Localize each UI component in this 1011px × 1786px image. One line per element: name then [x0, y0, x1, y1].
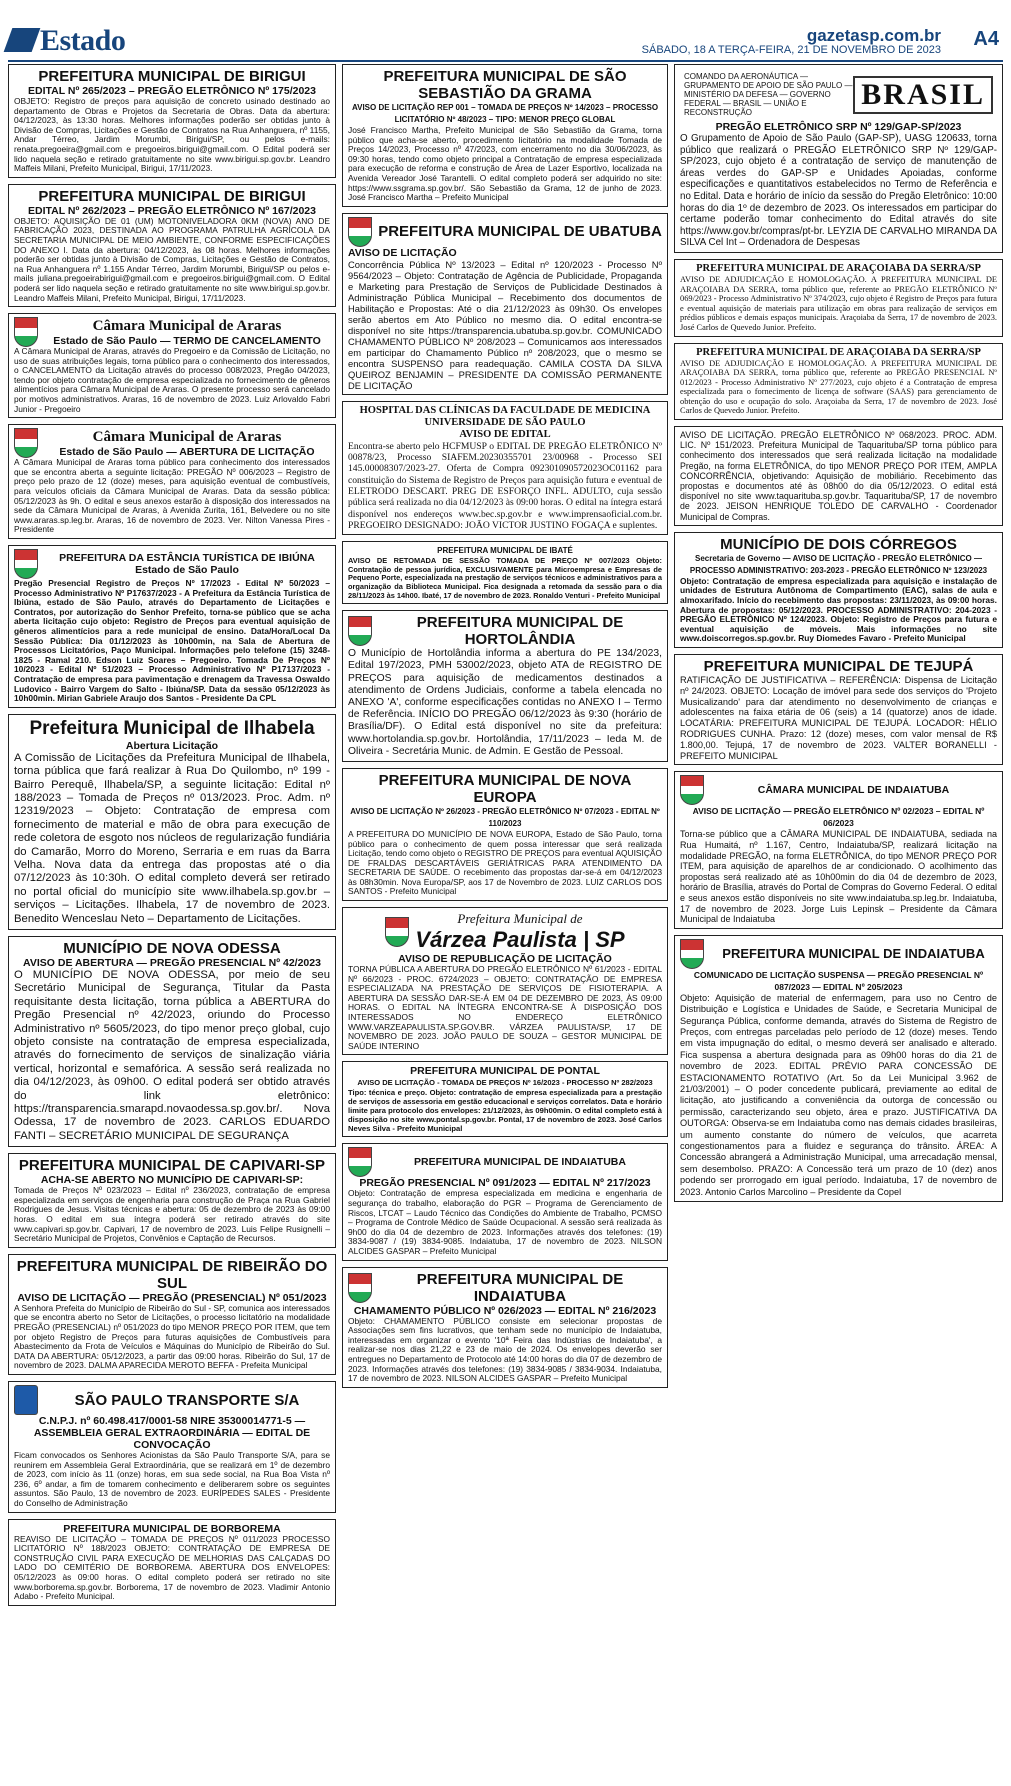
notice-araras-2: [8, 424, 336, 539]
notice-body: AVISO DE LICITAÇÃO. PREGÃO ELETRÔNICO Nº 068/2023. PROC. ADM. LIC. Nº 151/2023. Prefeitura Municipal de Taquarituba/SP torna público para conhecimento dos interessados que será realizada licitação na modalidade Pregão, na forma ELETRÔNICA, do tipo MENOR PREÇO POR ITEM, AMPLA CONCORRÊNCIA, objetivando: Aquisição de mobiliário. Recebimento das propostas e documentos até às 08h00 do dia 05/12/2023. O edital está disponível no site www.taquarituba.sp.gov.br. Taquarituba/SP, 17 de novembro de 2023. JEISON HENRIQUE TOLEDO DE CARVALHO - Coordenador Municipal de Compras.: [680, 430, 997, 522]
notice-subtitle: AVISO DE LICITAÇÃO — PREGÃO (PRESENCIAL) Nº 051/2023: [17, 1291, 327, 1304]
notice-body: OBJETO: Registro de preços para aquisição de concreto usinado destinado ao departamento de Obras e Projetos da Secretaria de Obras. Data da abertura: 04/12/2023, às 13:30 horas. Melhores informações poderão ser obtidas junto à Divisão de Compras, Licitações e Gestão de Contratos na Rua Anhanguera, nº 1155, Andar Térreo, Jardim Morumbi, Birigui/SP, ou pelos e-mails: renata.pregoeira@gmail.com e pregoeiros.birigui@gmail.com. O Edital poderá ser lido naquela seção e retirado gratuitamente no site www.birigui.sp.gov.br. Leandro Maffeis Milani, Prefeito Municipal, Birigui, 17/11/2023.: [14, 96, 330, 174]
notice-title: PREFEITURA DA ESTÂNCIA TURÍSTICA DE IBIÚNA: [59, 552, 315, 564]
notice-body: AVISO DE ADJUDICAÇÃO E HOMOLOGAÇÃO. A PREFEITURA MUNICIPAL DE ARAÇOIABA DA SERRA, torna público que, referente ao PREGÃO PRESENCIAL Nº 012/2023 - Processo Administrativo Nº 277/2023, cujo objeto é a Contratação de empresa especializada para o fornecimento de licença de software (SAAS) para gerenciamento de obtenção do uso e ocupação do solo. Araçoiaba da Serra, 17 de novembro de 2023. José Carlos de Quevedo Junior. Prefeito.: [680, 358, 997, 416]
notice-camara-indaiatuba: [674, 771, 1003, 928]
notice-body: Ficam convocados os Senhores Acionistas da São Paulo Transporte S/A, para se reunirem em Assembleia Geral Extraordinária, que se realizará em 1º de dezembro de 2023, com início às 11 (onze) horas, em sua sede social, na Rua Boa Vista nº 236, 6º andar, a fim de tomarem conhecimento e deliberarem sobre os seguintes assuntos. São Paulo, 13 de novembro de 2023. EURÍPEDES SALES - Presidente do Conselho de Administração: [14, 1450, 330, 1508]
notice-title: PREFEITURA MUNICIPAL DE ARAÇOIABA DA SERRA/SP: [696, 346, 981, 358]
notice-body: OBJETO: AQUISIÇÃO DE 01 (UM) MOTONIVELADORA 0KM (NOVA) ANO DE FABRICAÇÃO 2023, DESTINADA AO PROGRAMA PATRULHA AGRÍCOLA DA SECRETARIA MUNICIPAL DE MEIO AMBIENTE, CONFORME ESPECIFICAÇÕES DO ANEXO I. Data da abertura: 04/12/2023, às 08 horas. Melhores informações poderão ser obtidas junto à Divisão de Compras, Licitações e Gestão de Contratos, na Rua Anhanguera nº 1.155 Andar Térreo, Jardim Morumbi, Birigui/SP ou pelos e-mails juliana.pregoeirabirigui@gmail.com e pregoeiros.birigui@gmail.com. O Edital poderá ser lido naquela seção e retirado gratuitamente no site www.birigui.sp.gov.br. Leandro Maffeis Milani, Prefeito Municipal, Birigui, 17/11/2023.: [14, 215, 330, 303]
notice-birigui-1: [8, 64, 336, 178]
municipal-crest-icon: [348, 616, 372, 646]
notice-ibiuna: [8, 545, 336, 708]
notice-subtitle: AVISO DE LICITAÇÃO - TOMADA DE PREÇOS Nº 16/2023 - PROCESSO Nº 282/2023: [357, 1078, 653, 1088]
notice-hospital-das-clinicas: [342, 401, 668, 535]
page-header: [0, 0, 1011, 58]
notice-subtitle: EDITAL Nº 262/2023 – PREGÃO ELETRÔNICO Nº 167/2023: [28, 204, 316, 217]
site-url: gazetasp.com.br: [806, 26, 941, 45]
notice-body: REAVISO DE LICITAÇÃO – TOMADA DE PREÇOS Nº 011/2023 PROCESSO LICITATÓRIO Nº 188/2023 OBJETO: CONTRATAÇÃO DE EMPRESA DE CONSTRUÇÃO CIVIL PARA EXECUÇÃO DE MELHORIAS DAS CALÇADAS DO LADO DO CEMITÉRIO DE BORBOREMA. ABERTURA DOS ENVELOPES: 05/12/2023 às 09:00 horas. O edital completo poderá ser retirado no site www.borborema.sp.gov.br. Borborema, 17 de novembro de 2023. Vladimir Antonio Adabo - Prefeito Municipal.: [14, 1533, 330, 1602]
notice-body: José Francisco Martha, Prefeito Municipal de São Sebastião da Grama, torna público que acha-se aberto, procedimento licitatório na modalidade Tomada de Preços 14/2023, Processo nº 47/2023, com encerramento no dia 30/06/2023, às 09:30 horas, tendo como objeto principal a Contratação de empresa especializada para execução de reforma e construção de Área de Lazer Esportivo, localizada na Avenida Vereador José Tarantelli. O edital completo poderá ser adquirido no site: https://www.ssgrama.sp.gov.br/. São Sebastião da Grama, 12 de junho de 2023. José Francisco Martha – Prefeito Municipal: [348, 125, 662, 203]
notice-title: PREFEITURA MUNICIPAL DE BORBOREMA: [63, 1522, 281, 1535]
notice-capivari: [8, 1153, 336, 1248]
notice-title: PREFEITURA MUNICIPAL DE INDAIATUBA: [414, 1156, 626, 1169]
company-logo-icon: [14, 1385, 38, 1415]
header-rule: [8, 60, 1003, 62]
notice-body: O MUNICÍPIO DE NOVA ODESSA, por meio de seu Secretário Municipal de Segurança, Titular da Pasta requisitante desta licitação, torna pública a ABERTURA do Pregão Presencial nº 42/2023, oriundo do Processo Administrativo nº 5605/2023, do tipo menor preço global, cujo objeto consiste na contratação de empresa especializada, através do fornecimento de serviços de sinalização viária vertical, horizontal e semafórica. A sessão será realizada no dia 04/12/2023, às 09h00. O edital poderá ser obtido através do link eletrônico: https://transparencia.smarapd.novaodessa.sp.gov.br/. Nova Odessa, 17 de novembro de 2023. CARLOS EDUARDO FANTI – SECRETÁRIO MUNICIPAL DE SEGURANÇA: [14, 969, 330, 1142]
notice-title: PREFEITURA MUNICIPAL DE ARAÇOIABA DA SERRA/SP: [696, 262, 981, 274]
notice-subtitle: AVISO DE REPUBLICAÇÃO DE LICITAÇÃO: [398, 953, 612, 966]
notice-ribeirao-do-sul: [8, 1254, 336, 1375]
notice-title: HOSPITAL DAS CLÍNICAS DA FACULDADE DE MEDICINA UNIVERSIDADE DE SÃO PAULO: [359, 404, 651, 428]
notice-indaiatuba-2: [342, 1267, 668, 1388]
newspaper-logo: [8, 24, 125, 58]
notice-body: A Comissão de Licitações da Prefeitura Municipal de Ilhabela, torna pública que fará realizar à Rua Do Quilombo, nº 199 - Bairro Perequê, Ilhabela/SP, a seguinte licitação: Edital nº 188/2023 – Tomada de Preços nº 013/2023. Proc. Adm. nº 12319/2023 – Objeto: Contratação de empresa com fornecimento de material e mão de obra para execução de rede coletora de esgoto nos núcleos de regularização fundiária do Camarão, Morro do Moreno, Serraria e em ruas da Barra Velha. Nova data da entrega das propostas até o dia 07/12/2023 às 10:30h. O edital completo deverá ser retirado no portal oficial do município site www.ilhabela.sp.gov.br – serviços – Licitações. Ilhabela, 17 de novembro de 2023. Benedito Wenceslau Neto – Departamento de Licitações.: [14, 751, 330, 925]
notice-body: Encontra-se aberto pelo HCFMUSP o EDITAL DE PREGÃO ELETRÔNICO Nº 00878/23, Processo SIAFEM.20230355701 23/00968 - Processo SEI 145.00008307/2023-27. Oferta de Compra 092301090572023OC01162 para constituição do Sistema de Registro de Preços para aquisição futura e eventual de ELETRODO DESCART. PREG DE ESFORÇO INFL. ADULTO, cuja sessão pública será realizada no dia 04/12/2023 às 09:00 horas. O edital na íntegra estará disponível nos endereços www.bec.sp.gov.br e www.imprensaoficial.com.br. PREGOEIRO DESIGNADO: JOÃO VICTOR JUSTINO FOGAÇA e suplentes.: [348, 440, 662, 531]
notice-body: Torna-se público que a CÂMARA MUNICIPAL DE INDAIATUBA, sediada na Rua Humaitá, nº 1.167, Centro, Indaiatuba/SP, realizará licitação na modalidade PREGÃO, na forma ELETRÔNICA, do tipo MENOR PREÇO POR ITEM, para aquisição de aparelhos de ar condicionado. O acolhimento das propostas será realizado até as 10h00min do dia 04 de dezembro de 2023, horário de Brasília, através do Portal de Compras do Governo Federal. O edital e seus anexos estão disponíveis no site www.indaiatuba.sp.leg.br. Indaiatuba, 17 de novembro de 2023. Jorge Luis Lepinsk – Presidente da Câmara Municipal de Indaiatuba: [680, 829, 997, 925]
notice-subtitle: Secretaria de Governo — AVISO DE LICITAÇÃO - PREGÃO ELETRÔNICO — PROCESSO ADMINISTRATIVO: 203-2023 - PREGÃO ELETRÔNICO Nº 123/2023: [689, 553, 988, 575]
notice-gap-sp: [674, 64, 1003, 253]
notice-body: A Senhora Prefeita do Município de Ribeirão do Sul - SP, comunica aos interessados que se encontra aberto no Setor de Licitações, o processo licitatório na modalidade PREGÃO (PRESENCIAL) nº 051/2023 do tipo MENOR PREÇO POR ITEM, que tem por objeto Registro de Preços para futuras aquisições de Combustíveis para Abastecimento da Frota de Veículos e Máquinas do Município de Ribeirão do Sul. DATA DA ABERTURA: 05/12/2023, a partir das 09:00 horas. Ribeirão do Sul, 17 de novembro de 2023. DALMA APARECIDA MEROTO BEFFA - Prefeita Municipal: [14, 1302, 330, 1371]
notice-subtitle: AVISO DE ABERTURA — PREGÃO PRESENCIAL Nº 42/2023: [23, 957, 321, 969]
notice-body: Objeto: Aquisição de material de enfermagem, para uso no Centro de Distribuição e Logística e Unidades de Saúde, e Secretaria Municipal de Segurança Pública, conforme demanda, através do Sistema de Registro de Preços, com entregas parceladas pelo período de 12 (doze) meses. Tendo em vista impugnação do edital, o mesmo deverá ser analisado e alterado. Fica suspensa a abertura designada para as 09h00 horas do dia 21 de novembro de 2023. EDITAL PRÉVIO PARA CONCESSÃO DE ESTACIONAMENTO ROTATIVO (Art. 5o da Lei Municipal 3.962 de 21/03/2001) – O poder concedente publicará, previamente ao edital de licitação, ato justificando a conveniência da outorga de concessão ou permissão, caracterizando seu objeto, área e prazo. JUSTIFICATIVA DA OUTORGA: Observa-se em Indaiatuba como nas demais cidades brasileiras, um aumento constante do número de veículos, que acarreta congestionamentos para a fluidez e segurança do trânsito. ÁREA: A Concessão abrangerá a Administração Municipal, uma arrecadação mensal, sem desembolso. PRAZO: A Concessão terá um prazo de 10 (dez) anos podendo ser prorrogado em igual período. Indaiatuba, 17 de novembro de 2023. Antonio Carlos Marcolino – Presidente da Copel: [680, 992, 997, 1197]
notice-body: AVISO DE ADJUDICAÇÃO E HOMOLOGAÇÃO. A PREFEITURA MUNICIPAL DE ARAÇOIABA DA SERRA, torna público que, referente ao PREGÃO ELETRÔNICO Nº 069/2023 - Processo Administrativo Nº 374/2023, cujo objeto é Registro de Preços para futura e eventual aquisição de materiais para utilização em obras para realização de serviços em prédios públicos e demais espaços municipais. Araçoiaba da Serra, 17 de novembro de 2023. José Carlos de Quevedo Junior. Prefeito.: [680, 274, 997, 332]
municipal-crest-icon: [680, 775, 704, 805]
notice-title: PREFEITURA MUNICIPAL DE HORTOLÂNDIA: [416, 614, 624, 649]
notice-subtitle: AVISO DE LICITAÇÃO: [348, 246, 457, 259]
notice-sao-sebastiao-da-grama: [342, 64, 668, 207]
municipal-crest-icon: [680, 939, 704, 969]
notice-subtitle: AVISO DE LICITAÇÃO Nº 26/2023 - PREGÃO ELETRÔNICO Nº 07/2023 - EDITAL Nº 110/2023: [350, 806, 660, 828]
notice-body: Tomada de Preços Nº 023/2023 – Edital nº 236/2023, contratação de empresa especializada em serviços de engenharia para construção de Praça na Rua Gabriel Rodrigues de Jesus. Visitas técnicas e abertura: 05 de dezembro de 2023 às 09:00 horas. O edital em sua íntegra poderá ser retirado através do site www.capivari.sp.gov.br. Capivari, 17 de novembro de 2023. Luis Felipe Rusignelli – Secretário Municipal de Projetos, Convênios e Captação de Recursos.: [14, 1185, 330, 1244]
municipal-crest-icon: [14, 317, 38, 347]
notice-body: Objeto: CHAMAMENTO PÚBLICO consiste em selecionar propostas de Associações sem fins lucrativos, que tenham sede no município de Indaiatuba, interessadas em organizar o evento '10ª Feira das Indústrias de Indaiatuba', a realizar-se nos dias 21,22 e 23 de maio de 2024. Os envelopes deverão ser entregues no Departamento de Protocolo até 14:00 horas do dia 07 de dezembro de 2023. Informações através dos telefones: (19) 3834-9085 / 3834-9034. Indaiatuba, 17 de novembro de 2023. NILSON ALCIDES GASPAR – Prefeito Municipal: [348, 1315, 662, 1384]
notice-title: CÂMARA MUNICIPAL DE INDAIATUBA: [757, 784, 950, 797]
notice-body: Tipo: técnica e preço. Objeto: contratação de empresa especializada para a prestação de serviços de assessoria em gestão educacional e serviços correlatos. Data e horário limite para protocolo dos envelopes: 21/12/2023, às 09h00min. O edital completo está à disposição no site www.pontal.sp.gov.br. Pontal, 17 de novembro de 2023. José Carlos Neves Silva - Prefeito Municipal: [348, 1088, 662, 1133]
municipal-crest-icon: [348, 1147, 372, 1177]
notice-body: O Município de Hortolândia informa a abertura do PE 134/2023, Edital 197/2023, PMH 53002/2023, objeto ATA de REGISTRO DE PREÇOS para aquisição de medicamentos destinados a atendimento de Ordens Judiciais, conforme a tabela elencada no ANEXO 'A', conforme especificações contidas no ANEXO I – Termo de Referência. INÍCIO DO PREGÃO 06/12/2023 às 9:30 (horário de Brasília/DF). O Edital está disponível no site da prefeitura: www.hortolandia.sp.gov.br. Hortolândia, 17/11/2023 – Ieda M. de Oliveira - Secretária Munic. de Admin. E Gestão de Pessoal.: [348, 648, 662, 757]
notice-body: A PREFEITURA DO MUNICÍPIO DE NOVA EUROPA, Estado de São Paulo, torna público para o conhecimento de quem possa interessar que será realizada Licitação, tendo como objeto o REGISTRO DE PREÇOS para eventual AQUISIÇÃO DE FRALDAS DESCARTÁVEIS GERIÁTRICAS PARA ATENDIMENTO DA SECRETARIA DE SAÚDE. O recebimento das propostas dar-se-á em 04/12/2023 às 08h30min. Nova Europa/SP, aos 17 de Novembro de 2023. LUIZ CARLOS DOS SANTOS - Prefeito Municipal: [348, 828, 662, 897]
notice-title: SÃO PAULO TRANSPORTE S/A: [74, 1391, 300, 1409]
notice-pontal: [342, 1061, 668, 1137]
logo-mark-icon: [4, 28, 41, 52]
notice-title: MUNICÍPIO DE DOIS CÓRREGOS: [720, 535, 957, 553]
notice-subtitle: Abertura Licitação: [125, 739, 219, 752]
notice-title: MUNICÍPIO DE NOVA ODESSA: [63, 940, 281, 957]
notice-subtitle: Estado de São Paulo — TERMO DE CANCELAMENTO: [53, 334, 321, 347]
column-right: [674, 64, 1003, 1782]
notice-aracoiaba-1: [674, 259, 1003, 337]
notice-subtitle: AVISO DE LICITAÇÃO — PREGÃO ELETRÔNICO Nº 02/2023 – EDITAL Nº 06/2023: [692, 806, 985, 829]
notice-body: Objeto: Contratação de empresa especializada em medicina e engenharia de segurança do trabalho, elaboração do PGR – Programa de Gerenciamento de Riscos, LTCAT – Laudo Técnico das Condições do Ambiente de Trabalho, PCMSO – Programa de Controle Médico de Saúde Ocupacional. A sessão será realizada às 9h00 do dia 04 de dezembro de 2023. Informações através dos telefones: (19) 3834-9087 / (19) 3834-9085. Indaiatuba, 17 de novembro de 2023. NILSON ALCIDES GASPAR – Prefeito Municipal: [348, 1188, 662, 1256]
notice-body: A Câmara Municipal de Araras, através do Pregoeiro e da Comissão de Licitação, no uso de suas atribuições legais, torna público para o conhecimento dos interessados, o CANCELAMENTO da Licitação através do processo 008/2023, Pregão 04/2023, tendo por objeto contratação de empresa especializada no fornecimento de gêneros alimentícios para Câmara Municipal de Araras. O presente processo será cancelado por motivos administrativos. Araras, 16 de novembro de 2023. Luiz Arlovaldo Fabri Junior - Pregoeiro: [14, 346, 330, 414]
brand-name: Estado: [40, 24, 126, 57]
notice-title: PREFEITURA MUNICIPAL DE SÃO SEBASTIÃO DA GRAMA: [383, 68, 627, 102]
notice-title: PREFEITURA MUNICIPAL DE NOVA EUROPA: [378, 771, 632, 806]
municipal-crest-icon: [14, 549, 38, 579]
column-left: [8, 64, 336, 1782]
notice-title: PREFEITURA MUNICIPAL DE TEJUPÁ: [703, 658, 974, 676]
notice-araras-1: [8, 313, 336, 418]
notice-title: PREFEITURA MUNICIPAL DE PONTAL: [410, 1065, 600, 1078]
notice-title: Câmara Municipal de Araras: [92, 428, 282, 445]
notice-title: Câmara Municipal de Araras: [92, 317, 282, 334]
issue-date: SÁBADO, 18 A TERÇA-FEIRA, 21 DE NOVEMBRO DE 2023: [641, 44, 941, 56]
notice-hortolandia: [342, 610, 668, 762]
notice-subtitle: EDITAL Nº 265/2023 – PREGÃO ELETRÔNICO Nº 175/2023: [28, 85, 316, 97]
notice-nova-odessa: [8, 936, 336, 1147]
column-middle: [342, 64, 668, 1782]
notice-title: PREFEITURA MUNICIPAL DE UBATUBA: [378, 223, 662, 241]
notice-subtitle: COMUNICADO DE LICITAÇÃO SUSPENSA — PREGÃO PRESENCIAL Nº 087/2023 — EDITAL Nº 205/2023: [693, 969, 984, 992]
municipal-crest-icon: [348, 217, 372, 247]
notice-subtitle: ACHA-SE ABERTO NO MUNICÍPIO DE CAPIVARI-SP:: [40, 1174, 304, 1187]
page-number: A4: [973, 28, 999, 50]
notice-indaiatuba-3: [674, 935, 1003, 1202]
notice-ibate: [342, 541, 668, 604]
notice-body: A Câmara Municipal de Araras torna público para conhecimento dos interessados que se encontra aberta a seguinte licitação: PREGÃO Nº 006/2023 – Registro de preço pelo prazo de 12 (doze) meses, para aquisição eventual de combustíveis, para veículos oficiais da Câmara Municipal de Araras. Data da sessão pública: 05/12/2023 às 9h. O edital e seus anexos estarão à disposição dos interessados na sede da Câmara Municipal de Araras, à Avenida Zurita, 161, Belvedere ou no site www.araras.sp.leg.br. Araras, 16 de novembro de 2023. Ver. Nilton Vanessa Pires - Presidente: [14, 457, 330, 535]
notice-dois-corregos: [674, 532, 1003, 648]
notice-body: TORNA PÚBLICA A ABERTURA DO PREGÃO ELETRÔNICO Nº 61/2023 - EDITAL Nº 66/2023 - PROC. 6724/2023 – OBJETO: CONTRATAÇÃO DE EMPRESA ESPECIALIZADA NA PRESTAÇÃO DE SERVIÇOS DE FISIOTERAPIA. A ABERTURA DA SESSÃO DAR-SE-Á EM 04 DE DEZEMBRO DE 2023, ÀS 09:00 HORAS. O EDITAL NA ÍNTEGRA ENCONTRA-SE À DISPOSIÇÃO DOS INTERESSADOS NO ENDEREÇO ELETRÔNICO WWW.VARZEAPAULISTA.SP.GOV.BR. VÁRZEA PAULISTA/SP, 17 DE NOVEMBRO DE 2023. JOÃO PAULO DE SOUZA – GESTOR MUNICIPAL DE SAÚDE INTERINO: [348, 964, 662, 1051]
notice-body: RATIFICAÇÃO DE JUSTIFICATIVA – REFERÊNCIA: Dispensa de Licitação nº 24/2023. OBJETO: Locação de imóvel para sede dos serviços do 'Projeto Musicalizando' para dar atendimento no desenvolvimento de crianças e adolescentes na faixa etária de 06 (seis) a 14 (quatorze) anos de idade. LOCATÁRIA: PREFEITURA MUNICIPAL DE TEJUPÁ. LOCADOR: HÉLIO RODRIGUES CUNHA. Prazo: 12 (doze) meses, com valor mensal de R$ 1.800,00. Tejupá, 17 de novembro de 2023. VALTER BORANELLI - PREFEITO MUNICIPAL: [680, 675, 997, 761]
notice-title: PREFEITURA MUNICIPAL DE IBATÉ: [437, 546, 573, 556]
notice-tejupa: [674, 654, 1003, 765]
notice-taquarituba: [674, 426, 1003, 526]
notice-subtitle: Estado de São Paulo — ABERTURA DE LICITAÇÃO: [59, 445, 315, 458]
municipal-crest-icon: [385, 917, 409, 947]
notice-subtitle: C.N.P.J. nº 60.498.417/0001-58 NIRE 35300014771-5 — ASSEMBLEIA GERAL EXTRAORDINÁRIA — EDITAL DE CONVOCAÇÃO: [33, 1415, 311, 1451]
notice-ilhabela: [8, 714, 336, 930]
notice-ubatuba: [342, 213, 668, 395]
brasil-logo-icon: BRASIL: [853, 76, 993, 114]
notice-title: PREFEITURA MUNICIPAL DE CAPIVARI-SP: [18, 1157, 326, 1175]
notice-title: PREGÃO ELETRÔNICO SRP Nº 129/GAP-SP/2023: [715, 121, 962, 133]
notice-title: Prefeitura Municipal de Ilhabela: [29, 717, 315, 739]
notice-body: Objeto: Contratação de empresa especializada para aquisição e instalação de unidades de Estrutura Autônoma de Compartimento (EAC), salas de aula e almoxarifado. Início do recebimento das propostas: 23/11/2023, às 09:00 horas. Abertura de propostas: 05/12/2023. PROCESSO ADMINISTRATIVO: 204-2023 - PREGÃO ELETRÔNICO Nº 124/2023. Objeto: Registro de Preços para futura e eventual aquisição de móveis. Mais informações no site www.doiscorregos.sp.gov.br. Ruy Diomedes Favaro - Prefeito Municipal: [680, 575, 997, 644]
notice-title: PREFEITURA MUNICIPAL DE INDAIATUBA: [722, 946, 985, 962]
government-banner: [680, 68, 997, 121]
notice-subtitle: Estado de São Paulo: [135, 564, 239, 576]
notice-body: Concorrência Pública Nº 13/2023 – Edital nº 120/2023 - Processo Nº 9564/2023 – Objeto: Contratação de Agência de Publicidade, Propaganda e Marketing para Prestação de Serviços de Publicidade Destinados à Administração Pública Municipal – Recebimento dos documentos de Habilitação e Propostas: Até o dia 21/12/2023 às 09h30. Os envelopes serão abertos em Ato Público no mesmo dia. O edital encontra-se disponível no site https://transparencia.ubatuba.sp.gov.br. COMUNICADO CHAMAMENTO PÚBLICO Nº 208/2023 – Comunicamos aos interessados em participar do Chamamento Público nº 208/2023, que o mesmo se encontra SUSPENSO para readequação. CAMILA COSTA DA SILVA QUEIROZ BENJAMIN – PRESIDENTE DA COMISSÃO PERMANENTE DE LICITAÇÃO: [348, 258, 662, 391]
notice-body: Pregão Presencial Registro de Preços Nº 17/2023 - Edital Nº 50/2023 – Processo Administrativo Nº P17637/2023 - A Prefeitura da Estância Turística de Ibiúna, estado de São Paulo, através do Departamento de Licitações e Contratos, por autorização do Senhor Prefeito, torna-se público que se acha aberta licitação cujo objeto: Registro de Preços para eventual aquisição de gêneros alimentícios para a rede municipal de ensino. Data/Hora/Local Da Sessão Pública: Dia 01/12/2023 às 10h00min, na Sala de Abertura de Processos Licitatórios, Paço Municipal. Informações pelo telefone (15) 3248-1825 - Ramal 210. Edson Luiz Soares – Pregoeiro. Tomada De Preços Nº 10/2023 - Edital Nº 51/2023 – Processo Administrativo Nº P17137/2023 - Contratação de empresa para pavimentação e drenagem da Travessa Oswaldo Ludovico - Bairro Vargem do Salto - Ibiúna/SP. Data da sessão 05/12/2023 às 10h00min. Mirian Gabriele Araujo dos Santos - Presidente Da CPL: [14, 578, 330, 704]
varzea-paulista-logo: Prefeitura Municipal de Várzea Paulista | SP: [415, 911, 625, 953]
notice-borborema: [8, 1519, 336, 1606]
notice-varzea-paulista: [342, 907, 668, 1055]
notice-subtitle: CHAMAMENTO PÚBLICO Nº 026/2023 — EDITAL Nº 216/2023: [353, 1304, 657, 1317]
notice-nova-europa: [342, 768, 668, 901]
notice-title: PREFEITURA MUNICIPAL DE INDAIATUBA: [416, 1270, 624, 1305]
notice-subtitle: AVISO DE EDITAL: [459, 428, 551, 440]
notice-title: PREFEITURA MUNICIPAL DE RIBEIRÃO DO SUL: [16, 1257, 328, 1292]
notice-title: PREFEITURA MUNICIPAL DE BIRIGUI: [38, 68, 306, 85]
government-banner-text: COMANDO DA AERONÁUTICA — GRUPAMENTO DE APOIO DE SÃO PAULO — MINISTÉRIO DA DEFESA — GOVERNO FEDERAL — BRASIL — UNIÃO E RECONSTRUÇÃO: [684, 72, 853, 117]
notice-subtitle: PREGÃO PRESENCIAL Nº 091/2023 — EDITAL Nº 217/2023: [359, 1177, 651, 1190]
notice-subtitle: AVISO DE LICITAÇÃO REP 001 – TOMADA DE PREÇOS Nº 14/2023 – PROCESSO LICITATÓRIO Nº 48/2023 – TIPO: MENOR PREÇO GLOBAL: [351, 103, 659, 124]
notice-birigui-2: [8, 184, 336, 307]
municipal-crest-icon: [348, 1273, 372, 1303]
notice-title: PREFEITURA MUNICIPAL DE BIRIGUI: [38, 187, 306, 205]
notice-aracoiaba-2: [674, 343, 1003, 421]
municipal-crest-icon: [14, 428, 38, 458]
notice-body: AVISO DE RETOMADA DE SESSÃO TOMADA DE PREÇO Nº 007/2023 Objeto: Contratação de pessoa jurídica, EXCLUSIVAMENTE para Microempresa e Empresas de Pequeno Porte, especializada na prestação de serviços técnicos e administrativos para a organização da Biblioteca Municipal. Fica designada a retomada da sessão para o dia 28/11/2023 às 14h00. Ibaté, 17 de novembro de 2023. Ronaldo Venturi - Prefeito Municipal: [348, 556, 662, 600]
notice-body: O Grupamento de Apoio de São Paulo (GAP-SP), UASG 120633, torna público que realizará o PREGÃO ELETRÔNICO SRP Nº 129/GAP-SP/2023, cujo objeto é a contratação de serviço de manutenção de áreas verdes do GAP-SP e Unidades Apoiadas, conforme especificações e quantitativos estabelecidos no Termo de Referência e no Edital. Data e horário de início da sessão do Pregão Eletrônico: 10:00 horas do dia 1º de dezembro de 2023. Os interessados em participar do certame poderão tomar conhecimento do Edital através do site https://www.gov.br/compras/pt-br. LEYZIA DE CARVALHO MIRANDA DA SILVA Cel Int – Ordenadora de Despesas: [680, 133, 997, 249]
notice-indaiatuba-1: [342, 1143, 668, 1260]
notice-sptrans: [8, 1381, 336, 1513]
